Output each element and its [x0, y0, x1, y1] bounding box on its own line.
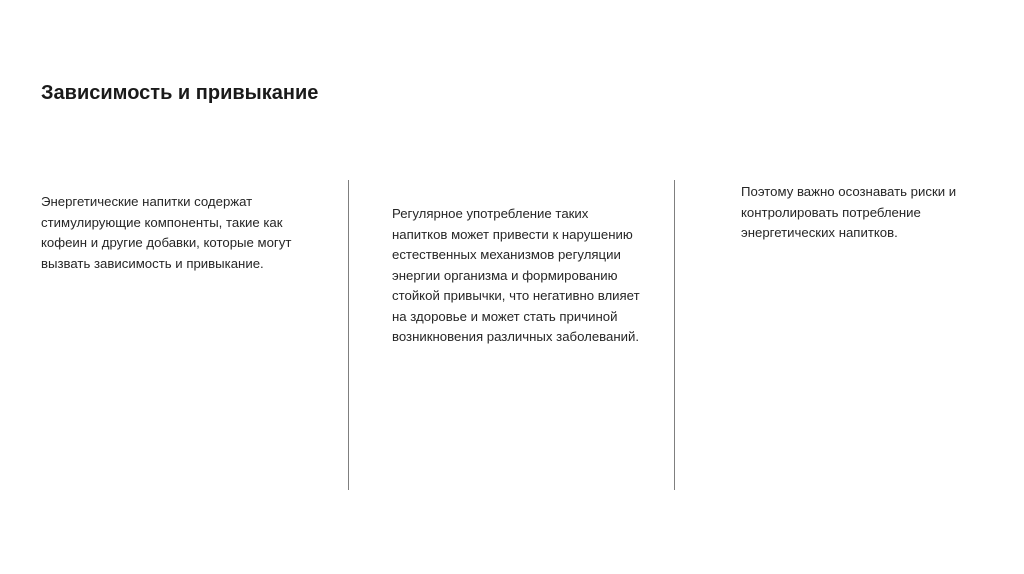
slide-title: Зависимость и привыкание [41, 82, 319, 104]
column-2-line: на здоровье и может стать причиной [392, 308, 618, 324]
column-1-text [41, 192, 331, 274]
column-2-line: стойкой привычки, что негативно влияет [392, 288, 640, 303]
column-divider-1 [348, 180, 349, 490]
column-1-line: кофеин и другие добавки, которые могут [41, 235, 292, 250]
column-2-line: энергии организма и формированию [392, 267, 618, 283]
column-2-line: напитков может привести к нарушению [392, 226, 633, 242]
column-3-line: Поэтому важно осознавать риски и [741, 184, 957, 199]
column-1-line: вызвать зависимость и привыкание. [41, 255, 264, 271]
column-divider-2 [674, 180, 675, 490]
column-1-line: стимулирующие компоненты, такие как [41, 214, 283, 230]
column-1-line: Энергетические напитки содержат [41, 194, 253, 209]
column-3-line: контролировать потребление [741, 204, 921, 220]
column-2-text [392, 204, 672, 348]
column-2-line: естественных механизмов регуляции [392, 247, 621, 262]
column-2-line: Регулярное употребление таких [392, 206, 589, 221]
column-2-line: возникновения различных заболеваний. [392, 329, 640, 344]
column-3-text [741, 182, 1001, 244]
column-3-line: энергетических напитков. [741, 225, 898, 240]
